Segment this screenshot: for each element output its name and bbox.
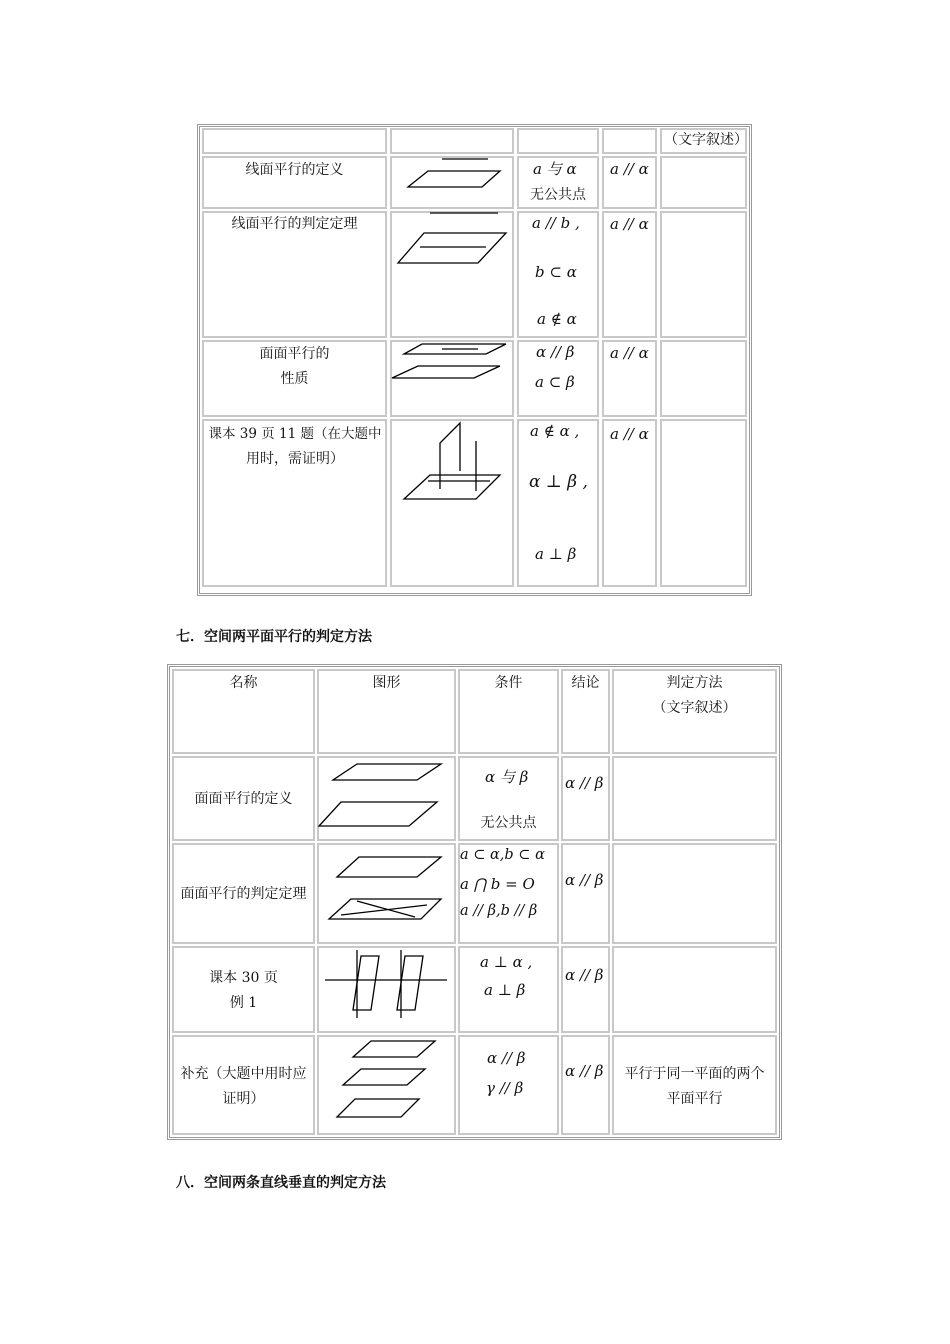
- t2-header-method-line2: （文字叙述）: [652, 700, 737, 716]
- t2-row4-cond-1: α // β: [487, 1049, 526, 1067]
- t1-row4-name-line1: 课本 39 页 11 题（在大题中: [208, 426, 382, 442]
- t1-row1-cond-2: 无公共点: [530, 187, 586, 203]
- t1-row1-method: [660, 156, 747, 209]
- t2-row4-cond-2: γ // β: [486, 1079, 524, 1097]
- t1-row3-conclusion-text: a // α: [610, 344, 649, 362]
- t1-row3-figure-drawing: [390, 340, 514, 417]
- t2-row1-conclusion-text: α // β: [565, 774, 604, 792]
- t2-row3-figure-drawing: [317, 946, 456, 1033]
- t2-row4-figure-drawing: [317, 1035, 456, 1135]
- t1-header-conclusion: [602, 128, 657, 154]
- t2-row4-name-line2: 证明）: [222, 1091, 265, 1107]
- t2-row1-method: [612, 756, 777, 841]
- t1-row2-cond-2: b ⊂ α: [535, 263, 577, 281]
- t2-header-name-text: 名称: [229, 675, 258, 691]
- t2-row4-method-line2: 平面平行: [666, 1091, 723, 1107]
- t2-row2-cond-1: a ⊂ α,b ⊂ α: [460, 847, 545, 863]
- t1-row4-cond-3: a ⊥ β: [535, 545, 577, 563]
- t1-row2-figure-drawing: [390, 211, 514, 338]
- t1-row1-name-text: 线面平行的定义: [245, 162, 344, 178]
- t2-row1-conclusion: [561, 756, 610, 841]
- t2-row3-conclusion: [561, 946, 610, 1033]
- t2-header-method-line1: 判定方法: [666, 675, 723, 691]
- t1-row3-name-line1: 面面平行的: [259, 346, 330, 362]
- t1-row2-conclusion-text: a // α: [610, 215, 649, 233]
- t1-row3-cond-2: a ⊂ β: [535, 373, 575, 391]
- t2-row3-name-line2: 例 1: [229, 995, 258, 1011]
- t1-row4-conclusion: [602, 419, 657, 587]
- t2-row4-conclusion-text: α // β: [565, 1062, 604, 1080]
- t2-row3-name-line1: 课本 30 页: [209, 970, 278, 986]
- t2-row3-method: [612, 946, 777, 1033]
- section7-heading: 七．空间两平面平行的判定方法: [176, 629, 372, 645]
- t2-row2-figure-drawing: [317, 843, 456, 944]
- t2-row3-cond-2: a ⊥ β: [484, 981, 526, 999]
- t2-row2-conclusion: [561, 843, 610, 944]
- t2-row4-name-line1: 补充（大题中用时应: [180, 1066, 307, 1082]
- t2-header-conclusion-text: 结论: [571, 675, 600, 691]
- t2-row2-name-text: 面面平行的判定定理: [180, 886, 307, 902]
- t2-row3-conclusion-text: α // β: [565, 966, 604, 984]
- t1-header-condition: [517, 128, 599, 154]
- t1-row3-cond-1: α // β: [536, 343, 575, 361]
- t1-row3-method: [660, 340, 747, 417]
- section8-heading: 八．空间两条直线垂直的判定方法: [176, 1175, 386, 1191]
- t1-row2-cond-3: a ∉ α: [537, 310, 577, 328]
- t1-row2-cond-1: a // b ,: [532, 214, 580, 232]
- t2-row4-conclusion: [561, 1035, 610, 1135]
- t1-row1-conclusion-text: a // α: [610, 160, 649, 178]
- t1-header-figure: [390, 128, 514, 154]
- t2-row2-conclusion-text: α // β: [565, 871, 604, 889]
- t1-header-method-text: （文字叙述）: [664, 132, 748, 148]
- t1-row2-method: [660, 211, 747, 338]
- t1-row4-figure-drawing: [390, 419, 514, 587]
- t1-row4-cond-2: α ⊥ β ,: [529, 472, 588, 492]
- t2-row2-cond-2: a ⋂ b = O: [460, 875, 535, 893]
- t1-row2-name-text: 线面平行的判定定理: [231, 216, 358, 232]
- t2-row3-cond-1: a ⊥ α ,: [480, 953, 533, 971]
- t2-row2-method: [612, 843, 777, 944]
- t1-header-name: [202, 128, 387, 154]
- t1-row1-cond-1: a 与 α: [533, 160, 577, 178]
- t2-row1-name-text: 面面平行的定义: [194, 791, 293, 807]
- t1-row4-conclusion-text: a // α: [610, 425, 649, 443]
- t2-row2-cond-3: a // β,b // β: [460, 903, 538, 919]
- t2-row1-figure-drawing: [317, 756, 456, 841]
- t1-row3-name-line2: 性质: [280, 371, 309, 387]
- t1-row4-cond-1: a ∉ α ,: [530, 422, 580, 440]
- t1-row4-method: [660, 419, 747, 587]
- t1-row4-name-line2: 用时，需证明）: [246, 451, 344, 467]
- t2-row4-method-line1: 平行于同一平面的两个: [624, 1066, 765, 1082]
- t1-row1-figure-drawing: [390, 156, 514, 209]
- t2-row1-cond-2: 无公共点: [480, 815, 537, 831]
- t2-row1-cond-1: α 与 β: [485, 768, 529, 786]
- t2-header-figure-text: 图形: [372, 675, 401, 691]
- t2-header-condition-text: 条件: [494, 675, 523, 691]
